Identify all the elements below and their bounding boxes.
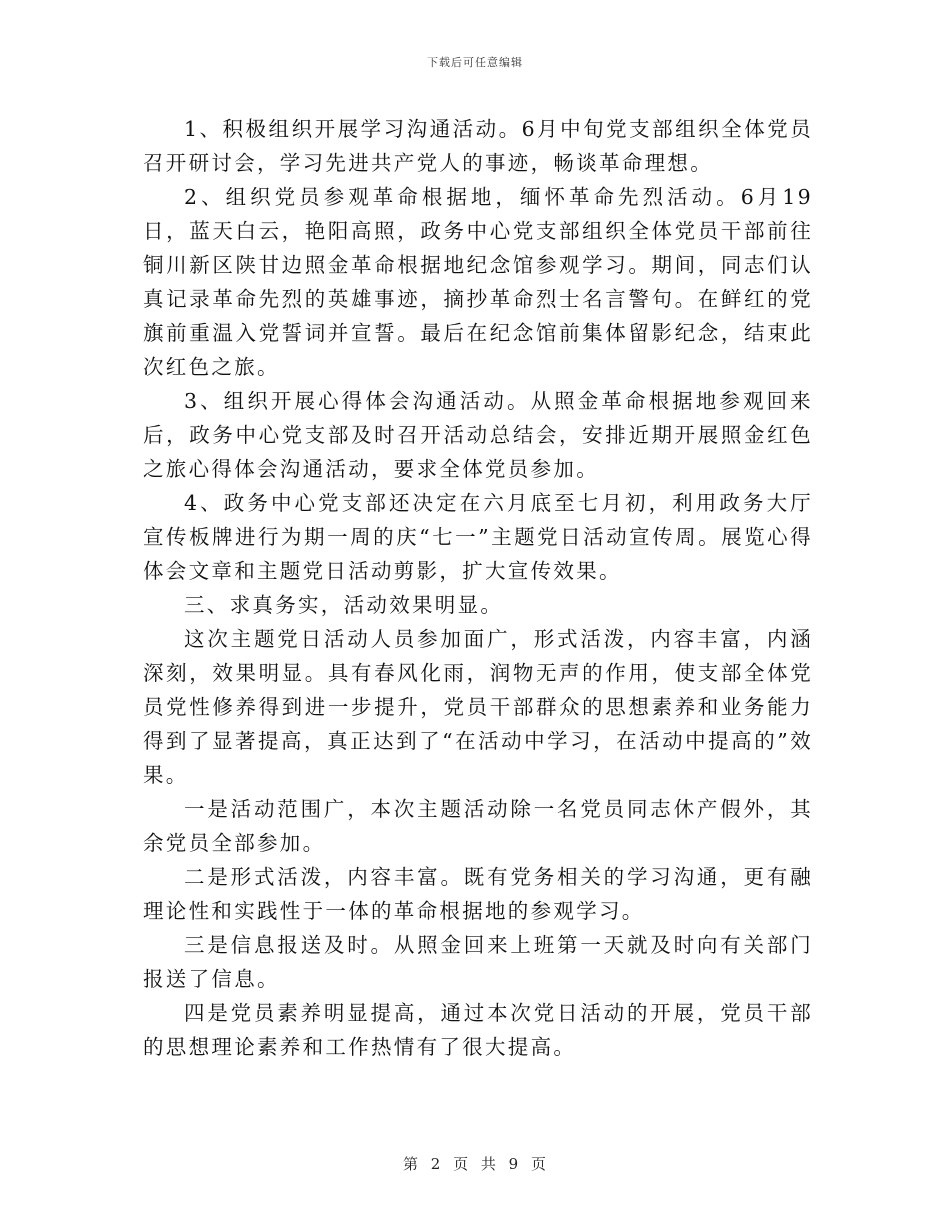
section-heading: 三、求真务实，活动效果明显。 (184, 593, 504, 617)
paragraph-point-2: 二是形式活泼，内容丰富。既有党务相关的学习沟通，更有融理论性和实践性于一体的革命根据地的参观学习。 (143, 865, 813, 923)
paragraph-2: 2、组织党员参观革命根据地，缅怀革命先烈活动。6月19日，蓝天白云，艳阳高照，政务中心党支部组织全体党员干部前往铜川新区陕甘边照金革命根据地纪念馆参观学习。期间，同志们认真记录革命先烈的英雄事迹，摘抄革命烈士名言警句。在鲜红的党旗前重温入党誓词并宣誓。最后在纪念馆前集体留影纪念，结束此次红色之旅。 (143, 185, 813, 379)
page-number: 第 2 页 共 9 页 (403, 1155, 547, 1173)
paragraph-3: 3、组织开展心得体会沟通活动。从照金革命根据地参观回来后，政务中心党支部及时召开活动总结会，安排近期开展照金红色之旅心得体会沟通活动，要求全体党员参加。 (143, 389, 813, 481)
paragraph-summary: 这次主题党日活动人员参加面广，形式活泼，内容丰富，内涵深刻，效果明显。具有春风化雨，润物无声的作用，使支部全体党员党性修养得到进一步提升，党员干部群众的思想素养和业务能力得到了显著提高，真正达到了“在活动中学习，在活动中提高的”效果。 (143, 627, 813, 787)
page-header: 下载后可任意编辑 (427, 56, 523, 69)
paragraph-1: 1、积极组织开展学习沟通活动。6月中旬党支部组织全体党员召开研讨会，学习先进共产党人的事迹，畅谈革命理想。 (143, 117, 813, 175)
paragraph-point-4: 四是党员素养明显提高，通过本次党日活动的开展，党员干部的思想理论素养和工作热情有了很大提高。 (143, 1001, 813, 1059)
document-body (143, 112, 813, 1064)
paragraph-4: 4、政务中心党支部还决定在六月底至七月初，利用政务大厅宣传板牌进行为期一周的庆“七一”主题党日活动宣传周。展览心得体会文章和主题党日活动剪影，扩大宣传效果。 (143, 491, 813, 583)
paragraph-point-3: 三是信息报送及时。从照金回来上班第一天就及时向有关部门报送了信息。 (143, 933, 813, 991)
paragraph-point-1: 一是活动范围广，本次主题活动除一名党员同志休产假外，其余党员全部参加。 (143, 797, 813, 855)
